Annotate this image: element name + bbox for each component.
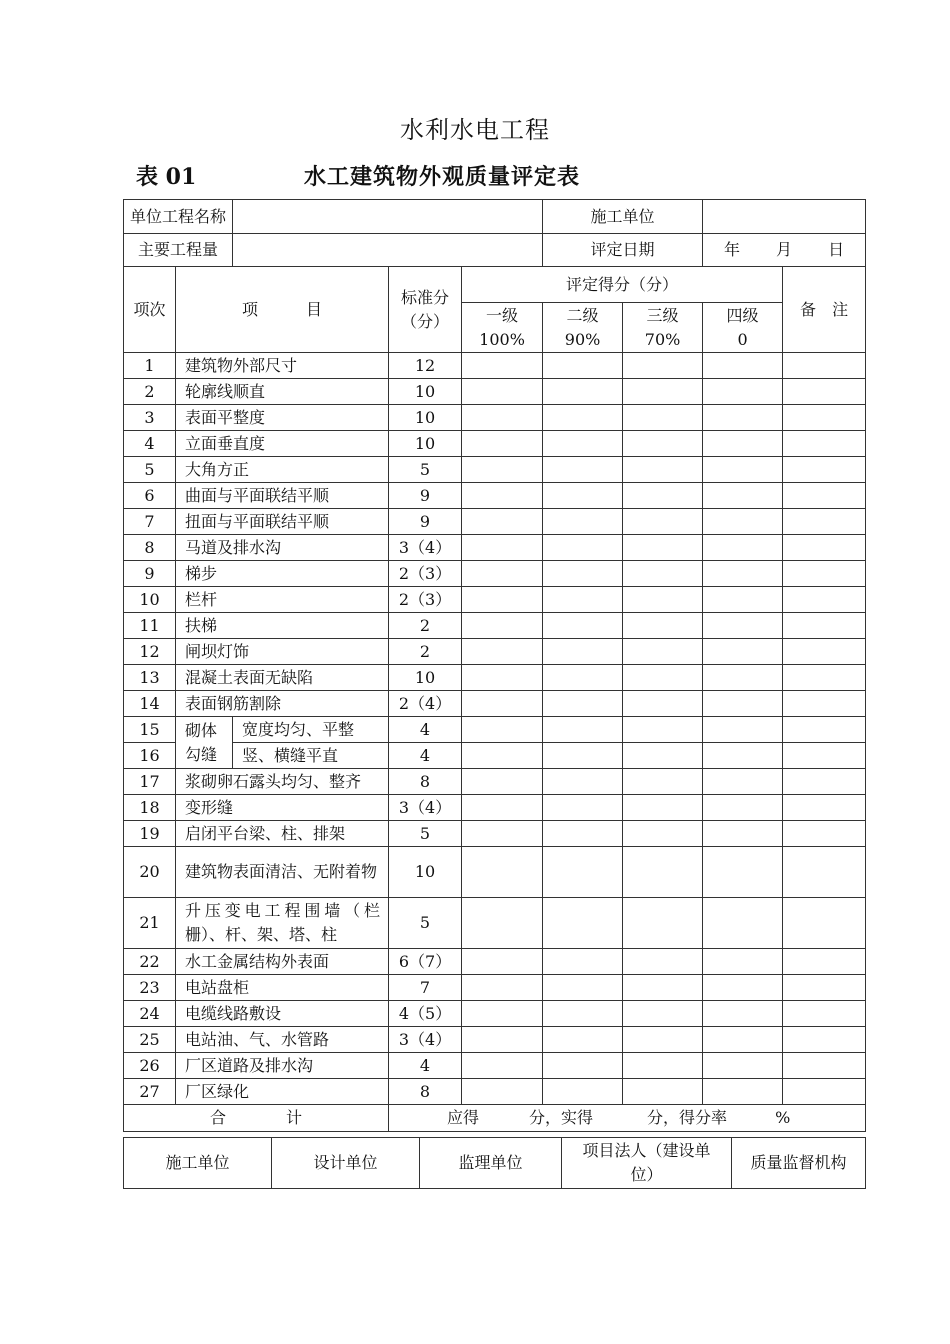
table-row: [124, 457, 866, 483]
grade1-score[interactable]: [462, 769, 543, 795]
signature-table: [123, 1137, 866, 1189]
row-standard-score: 4: [389, 743, 462, 769]
grade2-percent: 90%: [564, 329, 601, 349]
eval-date-label: 评定日期: [543, 234, 703, 267]
row-item: 大角方正: [176, 457, 389, 483]
row-remark[interactable]: [783, 665, 866, 691]
row-standard-score: 5: [389, 457, 462, 483]
grade2-score[interactable]: [543, 769, 623, 795]
grade2-label: 二级: [566, 305, 599, 325]
row-item: 梯步: [176, 561, 389, 587]
row-number: 20: [124, 847, 176, 898]
grade2-score[interactable]: [543, 483, 623, 509]
row-number: 19: [124, 821, 176, 847]
grade1-score[interactable]: [462, 1001, 543, 1027]
row-standard-score: 2（3）: [389, 587, 462, 613]
evaluation-table: [123, 199, 866, 1132]
row-item: 扭面与平面联结平顺: [176, 509, 389, 535]
group-label-line1: 砌体: [185, 720, 218, 740]
grade3-header: [623, 303, 703, 353]
item-header: [176, 267, 389, 353]
grade2-score[interactable]: [543, 639, 623, 665]
total-due: 应得: [447, 1108, 480, 1127]
grade4-score[interactable]: [703, 483, 783, 509]
row-standard-score: 9: [389, 509, 462, 535]
grade4-score[interactable]: [703, 769, 783, 795]
grade1-score[interactable]: [462, 613, 543, 639]
row-number: 14: [124, 691, 176, 717]
standard-score-line2: （分）: [401, 311, 450, 331]
grade1-score[interactable]: [462, 483, 543, 509]
total-actual: 分，实得: [529, 1108, 594, 1127]
grade2-score[interactable]: [543, 691, 623, 717]
row-standard-score: 3（4）: [389, 1027, 462, 1053]
row-remark[interactable]: [783, 613, 866, 639]
grade3-score[interactable]: [623, 1053, 703, 1079]
row-remark[interactable]: [783, 483, 866, 509]
grade4-score[interactable]: [703, 509, 783, 535]
row-remark[interactable]: [783, 457, 866, 483]
grade3-score[interactable]: [623, 535, 703, 561]
grade4-score[interactable]: [703, 431, 783, 457]
grade1-score[interactable]: [462, 1079, 543, 1105]
item-header-a: 项: [241, 299, 258, 319]
day-label: 日: [828, 240, 845, 259]
grade1-score[interactable]: [462, 975, 543, 1001]
row-remark[interactable]: [783, 639, 866, 665]
total-row: [124, 1105, 866, 1132]
row-number: 7: [124, 509, 176, 535]
row-item: 电站油、气、水管路: [176, 1027, 389, 1053]
row-standard-score: 5: [389, 898, 462, 949]
grade3-score[interactable]: [623, 1001, 703, 1027]
year-label: 年: [724, 240, 741, 259]
row-remark[interactable]: [783, 1027, 866, 1053]
row-item: 浆砌卵石露头均匀、整齐: [176, 769, 389, 795]
grade4-score[interactable]: [703, 847, 783, 898]
grade2-score[interactable]: [543, 613, 623, 639]
row-number: 10: [124, 587, 176, 613]
grade4-score[interactable]: [703, 353, 783, 379]
row-item: 表面平整度: [176, 405, 389, 431]
grade1-percent: 100%: [479, 329, 525, 349]
table-row: [124, 717, 866, 743]
row-number: 24: [124, 1001, 176, 1027]
remark-header-a: 备: [800, 299, 817, 319]
standard-score-line1: 标准分: [401, 287, 450, 307]
grade3-score[interactable]: [623, 821, 703, 847]
row-remark[interactable]: [783, 975, 866, 1001]
row-number: 22: [124, 949, 176, 975]
row-number: 25: [124, 1027, 176, 1053]
grade2-score[interactable]: [543, 975, 623, 1001]
row-standard-score: 10: [389, 379, 462, 405]
grade2-score[interactable]: [543, 665, 623, 691]
grade2-header: [543, 303, 623, 353]
grade2-score[interactable]: [543, 795, 623, 821]
row-item: 曲面与平面联结平顺: [176, 483, 389, 509]
row-item: 建筑物外部尺寸: [176, 353, 389, 379]
row-item: 水工金属结构外表面: [176, 949, 389, 975]
row-item: 轮廓线顺直: [176, 379, 389, 405]
row-item: 混凝土表面无缺陷: [176, 665, 389, 691]
row-item: 表面钢筋割除: [176, 691, 389, 717]
grade3-score[interactable]: [623, 561, 703, 587]
grade3-score[interactable]: [623, 405, 703, 431]
row-remark[interactable]: [783, 898, 866, 949]
row-standard-score: 8: [389, 769, 462, 795]
grade1-score[interactable]: [462, 1053, 543, 1079]
remark-header-b: 注: [832, 299, 849, 319]
grade1-score[interactable]: [462, 1027, 543, 1053]
total-percent: %: [775, 1108, 791, 1127]
row-remark[interactable]: [783, 1079, 866, 1105]
grade3-score[interactable]: [623, 1027, 703, 1053]
row-standard-score: 10: [389, 431, 462, 457]
grade1-score[interactable]: [462, 405, 543, 431]
row-standard-score: 2（4）: [389, 691, 462, 717]
row-number: 2: [124, 379, 176, 405]
grade3-score[interactable]: [623, 665, 703, 691]
table-row: [124, 769, 866, 795]
sign-owner[interactable]: 项目法人（建设单位）: [562, 1138, 732, 1189]
grade4-score[interactable]: [703, 743, 783, 769]
grade2-score[interactable]: [543, 717, 623, 743]
grade4-score[interactable]: [703, 898, 783, 949]
grade4-score[interactable]: [703, 561, 783, 587]
row-number: 27: [124, 1079, 176, 1105]
row-number: 26: [124, 1053, 176, 1079]
grade1-label: 一级: [486, 305, 519, 325]
row-number: 6: [124, 483, 176, 509]
row-remark[interactable]: [783, 847, 866, 898]
row-item: 建筑物表面清洁、无附着物: [176, 847, 389, 898]
table-row: [124, 613, 866, 639]
grade2-score[interactable]: [543, 535, 623, 561]
sign-supervisor[interactable]: 监理单位: [420, 1138, 562, 1189]
table-row: [124, 665, 866, 691]
row-item: 立面垂直度: [176, 431, 389, 457]
grade2-score[interactable]: [543, 353, 623, 379]
table-row: [124, 379, 866, 405]
row-standard-score: 9: [389, 483, 462, 509]
grade4-score[interactable]: [703, 665, 783, 691]
grade1-score[interactable]: [462, 665, 543, 691]
grade2-score[interactable]: [543, 509, 623, 535]
grade3-score[interactable]: [623, 509, 703, 535]
row-remark[interactable]: [783, 769, 866, 795]
score-header: 评定得分（分）: [462, 267, 783, 303]
row-number: 17: [124, 769, 176, 795]
grade4-header: [703, 303, 783, 353]
table-row: [124, 949, 866, 975]
row-standard-score: 3（4）: [389, 795, 462, 821]
month-label: 月: [776, 240, 793, 259]
row-item: 竖、横缝平直: [233, 743, 389, 769]
grade1-score[interactable]: [462, 795, 543, 821]
grade1-score[interactable]: [462, 691, 543, 717]
grade3-score[interactable]: [623, 898, 703, 949]
grade1-score[interactable]: [462, 717, 543, 743]
row-number: 11: [124, 613, 176, 639]
table-row: [124, 1001, 866, 1027]
grade1-score[interactable]: [462, 847, 543, 898]
table-row: [124, 431, 866, 457]
grade2-score[interactable]: [543, 405, 623, 431]
row-item: 变形缝: [176, 795, 389, 821]
main-quantity-value[interactable]: [233, 234, 543, 267]
row-standard-score: 10: [389, 665, 462, 691]
row-number: 21: [124, 898, 176, 949]
grade2-score[interactable]: [543, 821, 623, 847]
form-number: 表 01: [136, 164, 197, 190]
contractor-label: 施工单位: [543, 200, 703, 234]
grade2-score[interactable]: [543, 898, 623, 949]
table-row: [124, 847, 866, 898]
grade4-score[interactable]: [703, 949, 783, 975]
form-title: 水工建筑物外观质量评定表: [304, 164, 581, 190]
grade1-score[interactable]: [462, 743, 543, 769]
grade3-score[interactable]: [623, 639, 703, 665]
row-remark[interactable]: [783, 561, 866, 587]
row-remark[interactable]: [783, 1001, 866, 1027]
row-remark[interactable]: [783, 535, 866, 561]
row-number: 3: [124, 405, 176, 431]
row-standard-score: 2: [389, 613, 462, 639]
row-item: 启闭平台梁、柱、排架: [176, 821, 389, 847]
grade4-score[interactable]: [703, 535, 783, 561]
row-standard-score: 2: [389, 639, 462, 665]
row-number: 15: [124, 717, 176, 743]
grade2-score[interactable]: [543, 847, 623, 898]
item-header-b: 目: [306, 299, 323, 319]
grade3-score[interactable]: [623, 847, 703, 898]
grade4-score[interactable]: [703, 691, 783, 717]
grade1-score[interactable]: [462, 561, 543, 587]
grade4-score[interactable]: [703, 717, 783, 743]
grade2-score[interactable]: [543, 431, 623, 457]
grade4-score[interactable]: [703, 795, 783, 821]
grade2-score[interactable]: [543, 1079, 623, 1105]
grade1-score[interactable]: [462, 535, 543, 561]
standard-score-header: [389, 267, 462, 353]
grade4-percent: 0: [737, 329, 748, 349]
grade4-label: 四级: [726, 305, 759, 325]
row-item: 扶梯: [176, 613, 389, 639]
grade3-label: 三级: [646, 305, 679, 325]
grade4-score[interactable]: [703, 639, 783, 665]
table-row: [124, 975, 866, 1001]
row-remark[interactable]: [783, 743, 866, 769]
total-label-b: 计: [286, 1108, 303, 1127]
table-row: [124, 691, 866, 717]
table-row: [124, 405, 866, 431]
grade1-score[interactable]: [462, 898, 543, 949]
row-item: 宽度均匀、平整: [233, 717, 389, 743]
table-row: [124, 743, 866, 769]
table-row: [124, 509, 866, 535]
grade3-score[interactable]: [623, 353, 703, 379]
row-standard-score: 3（4）: [389, 535, 462, 561]
grade4-score[interactable]: [703, 975, 783, 1001]
row-standard-score: 2（3）: [389, 561, 462, 587]
row-standard-score: 4: [389, 1053, 462, 1079]
row-standard-score: 12: [389, 353, 462, 379]
contractor-value[interactable]: [703, 200, 866, 234]
grade2-score[interactable]: [543, 379, 623, 405]
grade2-score[interactable]: [543, 457, 623, 483]
seq-header: 项次: [124, 267, 176, 353]
row-remark[interactable]: [783, 353, 866, 379]
total-label-a: 合: [209, 1108, 226, 1127]
grade4-score[interactable]: [703, 1027, 783, 1053]
grade4-score[interactable]: [703, 587, 783, 613]
row-remark[interactable]: [783, 509, 866, 535]
row-item: 厂区绿化: [176, 1079, 389, 1105]
grade1-score[interactable]: [462, 379, 543, 405]
grade1-score[interactable]: [462, 949, 543, 975]
grade3-score[interactable]: [623, 691, 703, 717]
row-standard-score: 10: [389, 405, 462, 431]
sign-designer[interactable]: 设计单位: [272, 1138, 420, 1189]
total-label: [124, 1105, 389, 1132]
grade3-score[interactable]: [623, 717, 703, 743]
grade3-score[interactable]: [623, 457, 703, 483]
table-row: [124, 1053, 866, 1079]
grade2-score[interactable]: [543, 561, 623, 587]
row-item: 厂区道路及排水沟: [176, 1053, 389, 1079]
table-row: [124, 639, 866, 665]
grade3-score[interactable]: [623, 483, 703, 509]
grade3-score[interactable]: [623, 1079, 703, 1105]
row-item: 电缆线路敷设: [176, 1001, 389, 1027]
row-remark[interactable]: [783, 949, 866, 975]
grade3-score[interactable]: [623, 613, 703, 639]
row-number: 12: [124, 639, 176, 665]
unit-project-name-value[interactable]: [233, 200, 543, 234]
grade4-score[interactable]: [703, 1001, 783, 1027]
row-item: 电站盘柜: [176, 975, 389, 1001]
total-rate: 分，得分率: [647, 1108, 728, 1127]
masonry-joint-group: [176, 717, 233, 769]
grade3-score[interactable]: [623, 949, 703, 975]
row-remark[interactable]: [783, 379, 866, 405]
row-item: 马道及排水沟: [176, 535, 389, 561]
grade4-score[interactable]: [703, 457, 783, 483]
row-item: 栏杆: [176, 587, 389, 613]
grade1-score[interactable]: [462, 353, 543, 379]
row-standard-score: 5: [389, 821, 462, 847]
eval-date-value[interactable]: [703, 234, 866, 267]
grade4-score[interactable]: [703, 613, 783, 639]
grade2-score[interactable]: [543, 587, 623, 613]
row-remark[interactable]: [783, 795, 866, 821]
table-row: [124, 587, 866, 613]
grade2-score[interactable]: [543, 1027, 623, 1053]
grade3-score[interactable]: [623, 769, 703, 795]
row-remark[interactable]: [783, 1053, 866, 1079]
row-number: 18: [124, 795, 176, 821]
row-standard-score: 6（7）: [389, 949, 462, 975]
table-row: [124, 898, 866, 949]
row-number: 5: [124, 457, 176, 483]
grade4-score[interactable]: [703, 379, 783, 405]
grade1-score[interactable]: [462, 509, 543, 535]
document-title: 水利水电工程: [400, 116, 550, 144]
row-remark[interactable]: [783, 691, 866, 717]
group-label-line2: 勾缝: [185, 744, 218, 764]
remark-header: [783, 267, 866, 353]
grade3-score[interactable]: [623, 795, 703, 821]
grade1-score[interactable]: [462, 639, 543, 665]
row-standard-score: 8: [389, 1079, 462, 1105]
grade4-score[interactable]: [703, 405, 783, 431]
grade2-score[interactable]: [543, 949, 623, 975]
grade3-percent: 70%: [644, 329, 681, 349]
sign-quality-agency[interactable]: 质量监督机构: [732, 1138, 866, 1189]
row-remark[interactable]: [783, 717, 866, 743]
total-formula[interactable]: [389, 1105, 866, 1132]
row-standard-score: 10: [389, 847, 462, 898]
grade4-score[interactable]: [703, 821, 783, 847]
grade3-score[interactable]: [623, 379, 703, 405]
table-row: [124, 1079, 866, 1105]
row-number: 16: [124, 743, 176, 769]
table-row: [124, 795, 866, 821]
grade1-header: [462, 303, 543, 353]
grade2-score[interactable]: [543, 743, 623, 769]
grade1-score[interactable]: [462, 587, 543, 613]
grade3-score[interactable]: [623, 975, 703, 1001]
grade1-score[interactable]: [462, 821, 543, 847]
main-quantity-label: 主要工程量: [124, 234, 233, 267]
row-remark[interactable]: [783, 405, 866, 431]
row-standard-score: 7: [389, 975, 462, 1001]
grade2-score[interactable]: [543, 1053, 623, 1079]
row-remark[interactable]: [783, 431, 866, 457]
row-number: 4: [124, 431, 176, 457]
grade3-score[interactable]: [623, 431, 703, 457]
row-item: 闸坝灯饰: [176, 639, 389, 665]
unit-project-name-label: 单位工程名称: [124, 200, 233, 234]
row-number: 8: [124, 535, 176, 561]
grade1-score[interactable]: [462, 457, 543, 483]
row-item: 升压变电工程围墙（栏栅）、杆、架、塔、柱: [176, 898, 389, 949]
table-row: [124, 821, 866, 847]
row-number: 1: [124, 353, 176, 379]
row-standard-score: 4（5）: [389, 1001, 462, 1027]
row-number: 13: [124, 665, 176, 691]
row-remark[interactable]: [783, 821, 866, 847]
table-row: [124, 353, 866, 379]
sign-contractor[interactable]: 施工单位: [124, 1138, 272, 1189]
grade4-score[interactable]: [703, 1079, 783, 1105]
grade1-score[interactable]: [462, 431, 543, 457]
grade4-score[interactable]: [703, 1053, 783, 1079]
row-number: 23: [124, 975, 176, 1001]
grade2-score[interactable]: [543, 1001, 623, 1027]
table-row: [124, 561, 866, 587]
table-row: [124, 535, 866, 561]
grade3-score[interactable]: [623, 587, 703, 613]
row-standard-score: 4: [389, 717, 462, 743]
row-remark[interactable]: [783, 587, 866, 613]
grade3-score[interactable]: [623, 743, 703, 769]
table-row: [124, 483, 866, 509]
row-number: 9: [124, 561, 176, 587]
table-row: [124, 1027, 866, 1053]
